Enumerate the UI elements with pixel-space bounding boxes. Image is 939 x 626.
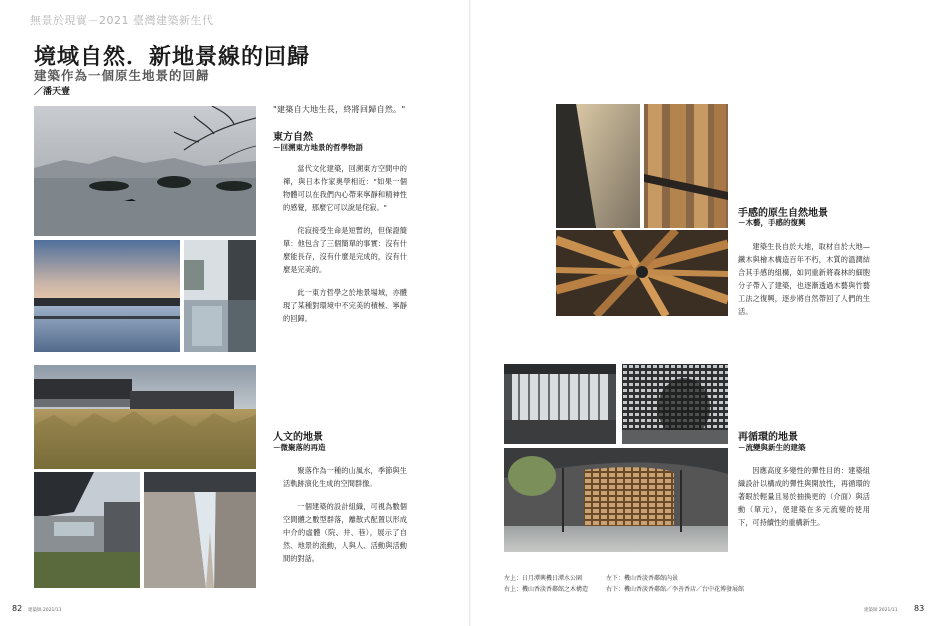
photo-tunnel-interior [504, 448, 728, 552]
section-recycle-body [738, 464, 870, 539]
section-tactile-subtitle: －木藝，手感的復興 [738, 218, 806, 227]
caption-text: 日月潭興機日潭水公園 [522, 575, 583, 582]
photo-reflecting-building [184, 240, 256, 352]
photo-pool-dusk [34, 240, 180, 352]
publication-tag-left: 建築師 2021/11 [28, 608, 62, 613]
caption-top-right [504, 584, 588, 593]
caption-position: 右上： [504, 586, 523, 593]
page-number-left: 82 [12, 604, 23, 613]
article-author: ／潘天壹 [34, 87, 71, 97]
section-tactile-body [738, 240, 870, 328]
section-tactile-paragraph: 建築生長自於大地，取材自於大地—鐵木與檜木構造百年不朽，木質的溫潤結合其手感的組構，如同重新將森林的細胞分子帶入了建築，也逐漸透過木藝與竹藝工法之復興，逐步將自然帶回了人們的生活。 [738, 242, 870, 316]
article-quote: "建築自大地生長，終將回歸自然。" [273, 105, 406, 114]
caption-position: 左下： [606, 575, 625, 582]
series-title: 無景於現實－2021 臺灣建築新生代 [30, 14, 214, 27]
caption-bottom-right [606, 584, 744, 593]
section-humanities-title: 人文的地景 [273, 432, 323, 443]
photo-lake-scene [34, 106, 256, 236]
photo-timber-roof [556, 230, 728, 316]
article-subtitle: 建築作為一個原生地景的回歸 [34, 68, 210, 83]
section-tactile-title: 手感的原生自然地景 [738, 208, 828, 219]
photo-grass-field-building [34, 365, 256, 469]
section-humanities-paragraph: 一個建築的設計組織，可視為數個空間體之數型群落，離散式配置以形成中介的虛體（院、井、巷），展示了自然、地景的流動，人與人、活動與活動間的對話。 [283, 502, 407, 563]
photo-timber-columns [644, 104, 728, 228]
caption-position: 右下： [606, 586, 625, 593]
caption-bottom-left [606, 573, 678, 582]
section-humanities-subtitle: －微聚落的再造 [273, 443, 326, 452]
photo-alley [144, 472, 256, 588]
photo-perforated-wall [622, 364, 728, 444]
section-recycle-subtitle: －流變與新生的建築 [738, 443, 806, 452]
caption-text: 機山香淡香鄰館／李善香店／台中花博發展館 [624, 586, 745, 593]
page-gutter [469, 0, 471, 626]
photo-pavilion [504, 364, 616, 444]
section-humanities-body [283, 464, 407, 575]
section-recycle-title: 再循環的地景 [738, 432, 798, 443]
publication-tag-right: 建築師 2021/11 [864, 608, 898, 613]
caption-top-left [504, 573, 582, 582]
section-east-paragraph: 侘寂接受生命是短暫的，但保證簡單：他包含了三個簡單的事實：沒有什麼能長存，沒有什麼是完成的，沒有什麼是完美的。 [283, 226, 407, 274]
caption-text: 機山香淡香鄰館內景 [624, 575, 679, 582]
photo-concrete-wall [556, 104, 640, 228]
section-east-subtitle: －回溯東方地景的哲學物語 [273, 143, 363, 152]
article-title: 境域自然．新地景線的回歸 [34, 45, 311, 70]
page-number-right: 83 [914, 604, 925, 613]
section-east-body [283, 162, 407, 335]
section-east-paragraph: 此一東方哲學之於地景場域，亦體現了某種對環境中不完美的積極、寧靜的回歸。 [283, 288, 407, 323]
caption-position: 左上： [504, 575, 523, 582]
section-east-title: 東方自然 [273, 132, 313, 143]
section-east-paragraph: 當代文化建築，回溯東方空間中的禪，與日本作家奧學相近："如果一個物體可以在我們內心帶來寧靜和精神性的感覺，那麼它可以說是侘寂。" [283, 164, 407, 212]
section-humanities-paragraph: 聚落作為一種的山風水，季節與生活軌跡演化生成的空間群像。 [283, 466, 407, 488]
photo-courtyard [34, 472, 140, 588]
caption-text: 機山香淡香鄰館之木構造 [522, 586, 589, 593]
section-recycle-paragraph: 因應高度多變性的彈性目的：建築組織設計以構成的彈性與開放性，再循環的著眼於輕量且易於抽換更的（介面）與活動（單元），使建築在多元流變的使用下，可持續性的重構新生。 [738, 466, 870, 527]
